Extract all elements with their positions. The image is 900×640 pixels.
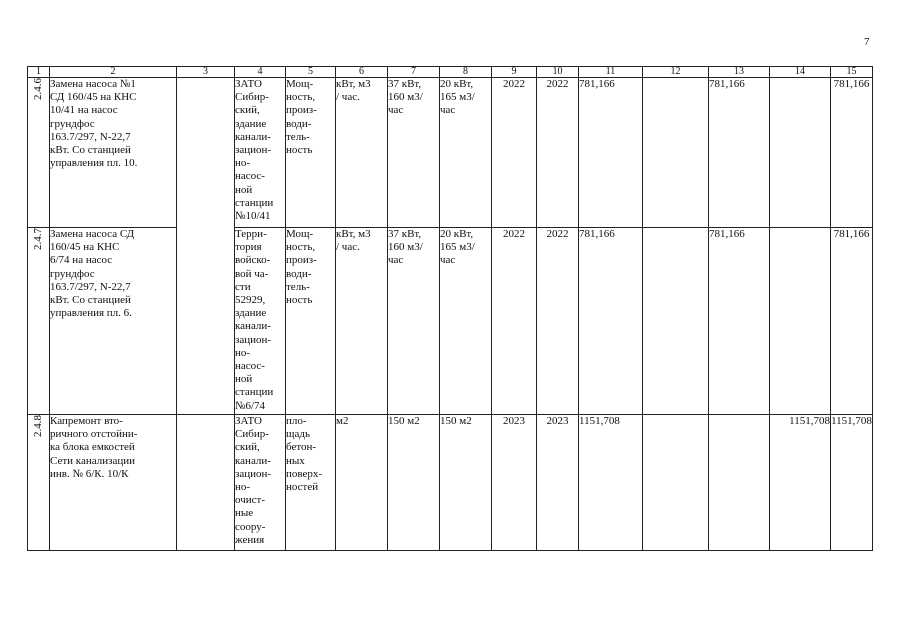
column-3-cell [177,78,235,228]
column-12-cell [643,415,709,551]
header-cell: 10 [537,67,579,78]
header-cell: 6 [336,67,388,78]
unit-cell: кВт, м3 / час. [336,228,388,415]
header-cell: 3 [177,67,235,78]
header-cell: 4 [235,67,286,78]
end-year-cell: 2022 [537,78,579,228]
characteristic-cell: Мощ- ность, произ- води- тель- ность [286,228,336,415]
start-year-cell: 2023 [492,415,537,551]
total-cost-cell: 781,166 [579,78,643,228]
column-15-cell: 781,166 [831,228,873,415]
row-number-cell [28,78,50,228]
column-15-cell: 781,166 [831,78,873,228]
column-13-cell: 781,166 [709,78,770,228]
column-12-cell [643,228,709,415]
header-cell: 15 [831,67,873,78]
location-cell: ЗАТО Сибир- ский, здание канали- зацион- но- насос- ной станции №10/41 [235,78,286,228]
start-year-cell: 2022 [492,78,537,228]
end-year-cell: 2022 [537,228,579,415]
column-14-cell: 1151,708 [770,415,831,551]
column-15-cell: 1151,708 [831,415,873,551]
location-cell: ЗАТО Сибир- ский, канали- зацион- но- очист- ные соору- жения [235,415,286,551]
header-row [28,67,873,78]
header-cell: 14 [770,67,831,78]
work-name-cell: Замена насоса №1 СД 160/45 на КНС 10/41 на насос грундфос 163.7/297, N-22,7 кВт. Со станцией управления пл. 10. [50,78,177,228]
value-before-cell: 37 кВт, 160 м3/ час [388,228,440,415]
header-cell: 12 [643,67,709,78]
column-14-cell [770,228,831,415]
total-cost-cell: 1151,708 [579,415,643,551]
header-cell: 13 [709,67,770,78]
column-13-cell: 781,166 [709,228,770,415]
value-after-cell: 20 кВт, 165 м3/ час [440,228,492,415]
table-row [28,415,873,551]
value-after-cell: 150 м2 [440,415,492,551]
row-number: 2.4.6 [31,78,44,100]
header-cell: 11 [579,67,643,78]
row-number: 2.4.7 [31,228,44,250]
characteristic-cell: Мощ- ность, произ- води- тель- ность [286,78,336,228]
value-before-cell: 150 м2 [388,415,440,551]
value-after-cell: 20 кВт, 165 м3/ час [440,78,492,228]
location-cell: Терри- тория войско- вой ча- сти 52929, здание канали- зацион- но- насос- ной станции №6/74 [235,228,286,415]
column-12-cell [643,78,709,228]
start-year-cell: 2022 [492,228,537,415]
column-3-cell [177,415,235,551]
column-13-cell [709,415,770,551]
header-cell: 7 [388,67,440,78]
page-number: 7 [864,36,870,48]
end-year-cell: 2023 [537,415,579,551]
row-number-cell [28,228,50,415]
unit-cell: кВт, м3 / час. [336,78,388,228]
work-name-cell: Капремонт вто- ричного отстойни- ка блока емкостей Сети канализации инв. № 6/К. 10/К [50,415,177,551]
value-before-cell: 37 кВт, 160 м3/ час [388,78,440,228]
unit-cell: м2 [336,415,388,551]
header-cell: 5 [286,67,336,78]
total-cost-cell: 781,166 [579,228,643,415]
row-number-cell [28,415,50,551]
table-row [28,228,873,415]
header-cell: 9 [492,67,537,78]
header-cell: 1 [28,67,50,78]
header-cell: 2 [50,67,177,78]
column-14-cell [770,78,831,228]
column-3-cell [177,228,235,415]
table-row [28,78,873,228]
characteristic-cell: пло- щадь бетон- ных поверх- ностей [286,415,336,551]
works-table [27,66,873,551]
header-cell: 8 [440,67,492,78]
row-number: 2.4.8 [31,415,44,437]
work-name-cell: Замена насоса СД 160/45 на КНС 6/74 на насос грундфос 163.7/297, N-22,7 кВт. Со станцией управления пл. 6. [50,228,177,415]
